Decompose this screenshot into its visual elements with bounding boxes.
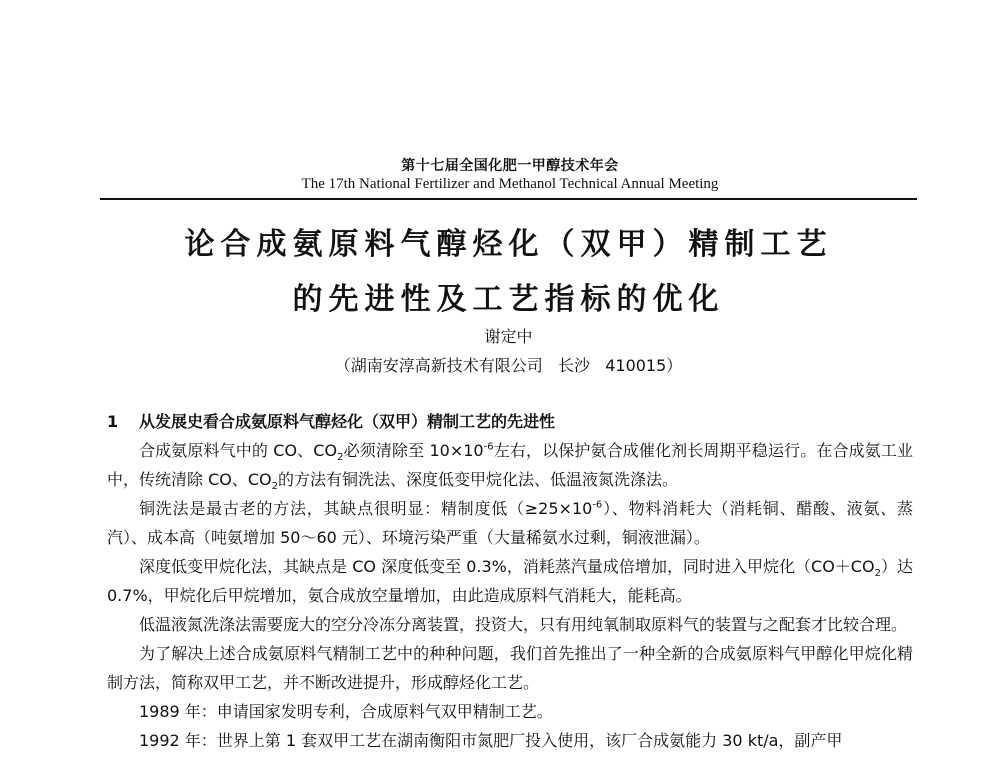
- p1-text-d: 的方法有铜洗法、深度低变甲烷化法、低温液氮洗涤法。: [278, 470, 679, 489]
- p2-text-b: ）、物料消耗大（消耗铜、醋酸、液氨、蒸汽）、成本高（吨氨增加 50～60 元）、环境污染严重（大量稀氨水过剩，铜液泄漏）。: [107, 499, 913, 547]
- p2-text-a: 铜洗法是最古老的方法，其缺点很明显：精制度低（≥25×10: [139, 499, 593, 518]
- author-name: 谢定中: [484, 327, 533, 346]
- paragraph-1: [107, 436, 913, 494]
- section-title: 从发展史看合成氨原料气醇烃化（双甲）精制工艺的先进性: [139, 412, 556, 431]
- header-divider: [100, 198, 917, 200]
- paragraph-6: 1989 年：申请国家发明专利，合成原料气双甲精制工艺。: [139, 702, 553, 721]
- conference-title-en: The 17th National Fertilizer and Methanol Technical Annual Meeting: [301, 176, 719, 192]
- p3-subscript-a: 2: [874, 568, 881, 580]
- author-affiliation: （湖南安淳高新技术有限公司 长沙 410015）: [334, 356, 683, 375]
- paper-body: [107, 407, 913, 755]
- paper-title-line-2: 的先进性及工艺指标的优化: [292, 282, 725, 317]
- p1-text-c: 左右，以保护氨合成催化剂长周期平稳运行。在合成氨工业中，传统清除 CO、CO: [107, 441, 913, 489]
- p3-text-b: ）达 0.7%，甲烷化后甲烷增加，氨合成放空量增加，由此造成原料气消耗大，能耗高。: [107, 557, 913, 605]
- paragraph-5: 为了解决上述合成氨原料气精制工艺中的种种问题，我们首先推出了一种全新的合成氨原料气甲醇化甲烷化精制方法，简称双甲工艺，并不断改进提升，形成醇烃化工艺。: [107, 644, 913, 692]
- section-number: 1: [107, 412, 119, 431]
- section-heading: [107, 407, 913, 436]
- paragraph-3: [107, 552, 913, 610]
- p1-subscript-a: 2: [337, 452, 344, 464]
- p1-text-b: 必须清除至 10×10: [343, 441, 484, 460]
- conference-title-cn: 第十七届全国化肥一甲醇技术年会: [401, 158, 619, 174]
- p3-text-a: 深度低变甲烷化法，其缺点是 CO 深度低变至 0.3%，消耗蒸汽量成倍增加，同时进入甲烷化（CO＋CO: [139, 557, 875, 576]
- p1-text-a: 合成氨原料气中的 CO、CO: [139, 441, 338, 460]
- paper-title-line-1: 论合成氨原料气醇烃化（双甲）精制工艺: [184, 227, 833, 262]
- p1-superscript-b: -6: [483, 441, 494, 453]
- paragraph-7: 1992 年：世界上第 1 套双甲工艺在湖南衡阳市氮肥厂投入使用，该厂合成氨能力 30 kt/a，副产甲: [139, 731, 843, 750]
- conference-header: [100, 157, 920, 193]
- p2-superscript-a: -6: [592, 499, 603, 511]
- p1-subscript-c: 2: [271, 481, 278, 493]
- paragraph-2: [107, 494, 913, 552]
- paragraph-4: 低温液氮洗涤法需要庞大的空分冷冻分离装置，投资大，只有用纯氧制取原料气的装置与之配套才比较合理。: [139, 615, 908, 634]
